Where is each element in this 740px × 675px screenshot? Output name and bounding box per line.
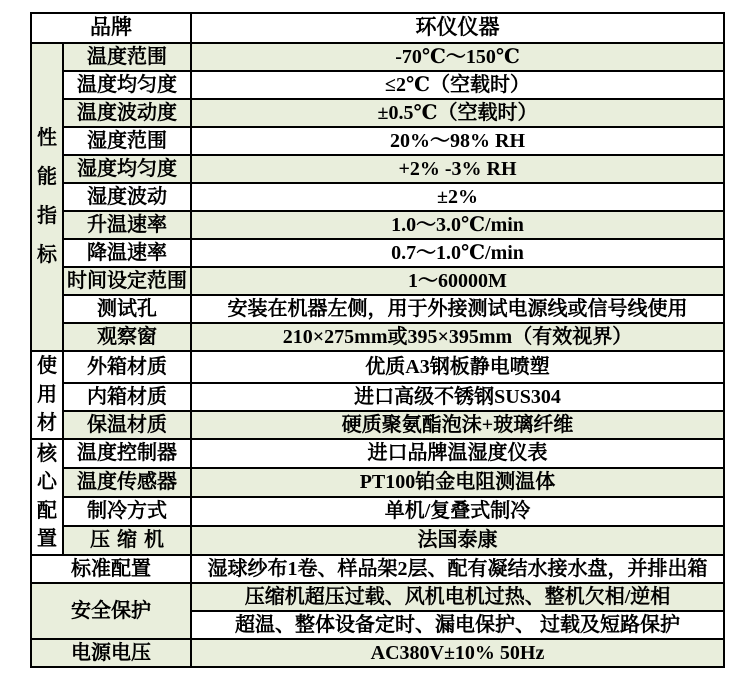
table-row [31, 351, 724, 383]
row-label: 压缩机 [63, 526, 191, 555]
row-label: 湿度均匀度 [63, 155, 191, 183]
table-row [31, 99, 724, 127]
table-row [31, 497, 724, 526]
row-value: 210×275mm或395×395mm（有效视界） [191, 323, 724, 351]
row-label: 湿度范围 [63, 127, 191, 155]
group-vertical-label: 核心配置 [37, 443, 57, 551]
row-label: 升温速率 [63, 211, 191, 239]
row-label: 温度范围 [63, 43, 191, 71]
row-value: ±0.5℃（空载时） [191, 99, 724, 127]
row-value: 1～60000M [191, 267, 724, 295]
row-value: 单机/复叠式制冷 [191, 497, 724, 526]
spec-table-body [31, 13, 724, 667]
row-value: -70℃～150℃ [191, 43, 724, 71]
row-label: 制冷方式 [63, 497, 191, 526]
table-row [31, 239, 724, 267]
group-cell [31, 351, 63, 439]
row-value: 压缩机超压过载、风机电机过热、整机欠相/逆相 [191, 583, 724, 611]
table-row [31, 323, 724, 351]
group-cell [31, 439, 63, 555]
row-value: 法国泰康 [191, 526, 724, 555]
row-value: 1.0～3.0℃/min [191, 211, 724, 239]
row-label: 电源电压 [31, 639, 191, 667]
row-value: ±2% [191, 183, 724, 211]
group-vertical-label: 性能指标 [37, 127, 57, 266]
row-value: 超温、整体设备定时、漏电保护、 过载及短路保护 [191, 611, 724, 639]
row-value: 安装在机器左侧，用于外接测试电源线或信号线使用 [191, 295, 724, 323]
row-value: ≤2℃（空载时） [191, 71, 724, 99]
row-label: 测试孔 [63, 295, 191, 323]
row-label: 湿度波动 [63, 183, 191, 211]
group-vertical-label: 使用材 [37, 355, 57, 435]
table-row [31, 211, 724, 239]
row-label: 外箱材质 [63, 351, 191, 383]
row-value: 优质A3钢板静电喷塑 [191, 351, 724, 383]
row-label: 降温速率 [63, 239, 191, 267]
table-row [31, 583, 724, 611]
row-label: 观察窗 [63, 323, 191, 351]
row-label: 温度控制器 [63, 439, 191, 468]
row-label: 安全保护 [31, 583, 191, 639]
table-header-row [31, 13, 724, 43]
row-value: 0.7～1.0℃/min [191, 239, 724, 267]
table-row [31, 439, 724, 468]
table-row [31, 71, 724, 99]
table-row [31, 383, 724, 411]
row-value: 硬质聚氨酯泡沫+玻璃纤维 [191, 411, 724, 439]
table-row [31, 267, 724, 295]
row-label: 保温材质 [63, 411, 191, 439]
row-label: 温度均匀度 [63, 71, 191, 99]
row-label: 标准配置 [31, 555, 191, 583]
row-value: 进口品牌温湿度仪表 [191, 439, 724, 468]
table-row [31, 555, 724, 583]
spec-table [30, 12, 725, 668]
table-row [31, 411, 724, 439]
group-cell [31, 43, 63, 351]
table-row [31, 183, 724, 211]
brand-value: 环仪仪器 [191, 13, 724, 43]
table-row [31, 155, 724, 183]
row-value: AC380V±10% 50Hz [191, 639, 724, 667]
table-row [31, 468, 724, 497]
brand-label: 品牌 [31, 13, 191, 43]
table-row [31, 526, 724, 555]
row-value: 进口高级不锈钢SUS304 [191, 383, 724, 411]
row-value: +2% -3% RH [191, 155, 724, 183]
table-row [31, 127, 724, 155]
row-label: 内箱材质 [63, 383, 191, 411]
table-row [31, 639, 724, 667]
row-value: 20%～98% RH [191, 127, 724, 155]
table-row [31, 43, 724, 71]
row-value: 湿球纱布1卷、样品架2层、配有凝结水接水盘，并排出箱 [191, 555, 724, 583]
row-label: 温度传感器 [63, 468, 191, 497]
row-label: 时间设定范围 [63, 267, 191, 295]
row-label: 温度波动度 [63, 99, 191, 127]
row-value: PT100铂金电阻测温体 [191, 468, 724, 497]
table-row [31, 295, 724, 323]
